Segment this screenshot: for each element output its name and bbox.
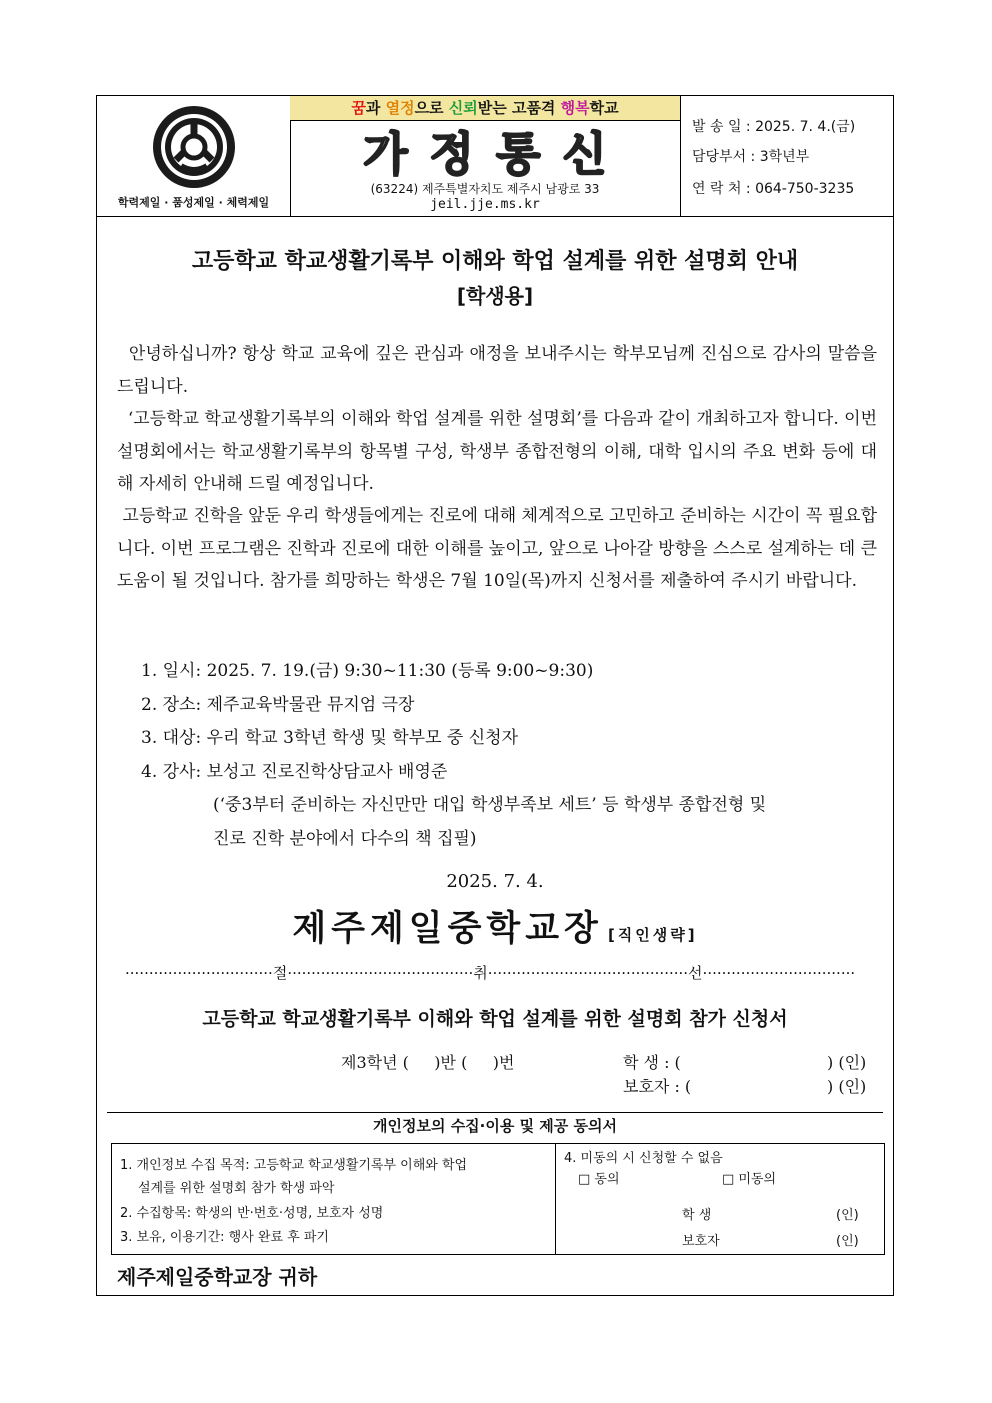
speaker-note-1: (‘중3부터 준비하는 자신만만 대입 학생부족보 세트’ 등 학생부 종합전형 및 xyxy=(213,795,767,815)
letterhead xyxy=(97,96,893,217)
detail-audience: 3. 대상: 우리 학교 3학년 학생 및 학부모 중 신청자 xyxy=(141,728,518,748)
notice-title: 고등학교 학교생활기록부 이해와 학업 설계를 위한 설명회 안내 xyxy=(191,249,799,274)
consent-student-seal[interactable]: (인) xyxy=(836,1208,859,1223)
paragraph-greeting: 안녕하십니까? 항상 학교 교육에 깊은 관심과 애정을 보내주시는 학부모님께 진심으로 감사의 말씀을 드립니다. xyxy=(117,344,877,397)
school-slogan: 꿈과 열정으로 신뢰받는 고품격 행복학교 xyxy=(290,96,680,121)
consent-items: 2. 수집항목: 학생의 반·번호·성명, 보호자 성명 xyxy=(120,1206,384,1221)
paragraph-purpose: ‘고등학교 학교생활기록부의 이해와 학업 설계를 위한 설명회’를 다음과 같이 개최하고자 합니다. 이번 설명회에서는 학교생활기록부의 항목별 구성, 학생부 종합전형의 이해, 대학 입시의 주요 변화 등에 대해 자세히 안내해 드릴 예정입니다. xyxy=(117,409,877,494)
department: 담당부서 : 3학년부 xyxy=(692,149,810,165)
send-info xyxy=(680,96,895,216)
divider xyxy=(107,1112,883,1113)
detail-venue: 2. 장소: 제주교육박물관 뮤지엄 극장 xyxy=(141,694,415,715)
application-title: 고등학교 학교생활기록부 이해와 학업 설계를 위한 설명회 참가 신청서 xyxy=(202,1008,788,1030)
logo-cell xyxy=(97,96,291,216)
principal-name: 제주제일중학교장 xyxy=(292,909,603,949)
agree-checkbox[interactable]: □ 동의 xyxy=(578,1172,620,1187)
event-details xyxy=(141,656,766,857)
consent-title: 개인정보의 수집·이용 및 제공 동의서 xyxy=(373,1117,617,1135)
consent-terms xyxy=(112,1144,556,1254)
consent-table xyxy=(111,1143,885,1255)
notice-subtitle: [학생용] xyxy=(456,284,534,308)
addressee: 제주제일중학교장 귀하 xyxy=(117,1265,318,1289)
student-label: 학 생 : ( xyxy=(623,1053,681,1072)
document-title: 가정통신 xyxy=(363,127,629,181)
principal-signature xyxy=(97,901,893,951)
school-address: (63224) 제주특별자치도 제주시 남광로 33 xyxy=(370,182,600,196)
consent-retention: 3. 보유, 이용기간: 행사 완료 후 파기 xyxy=(120,1230,329,1245)
class-number-field[interactable]: 제3학년 ( )반 ( )번 xyxy=(341,1053,515,1072)
paragraph-request: 고등학교 진학을 앞둔 우리 학생들에게는 진로에 대해 체계적으로 고민하고 준비하는 시간이 꼭 필요합니다. 이번 프로그램은 진학과 진로에 대한 이해를 높이고, 앞으로 나아갈 방향을 스스로 설계하는 데 큰 도움이 될 것입니다. 참가를 희망하는 학생은 7월 10일(목)까지 신청서를 제출하여 주시기 바랍니다. xyxy=(117,506,877,591)
document-frame xyxy=(96,95,894,1296)
seal-note: [직인생략] xyxy=(607,926,698,944)
consent-notice: 4. 미동의 시 신청할 수 없음 xyxy=(564,1151,723,1166)
school-emblem-icon xyxy=(151,104,237,190)
school-website: jeil.jje.ms.kr xyxy=(430,197,540,212)
student-seal[interactable]: ) (인) xyxy=(827,1053,867,1072)
parent-label: 보호자 : ( xyxy=(623,1077,692,1096)
consent-purpose: 1. 개인정보 수집 목적: 고등학교 학교생활기록부 이해와 학업 xyxy=(120,1158,468,1173)
cut-line: ·······························절·······································취··········································선································ xyxy=(125,964,856,982)
consent-student-label: 학 생 xyxy=(682,1208,712,1223)
consent-parent-label: 보호자 xyxy=(682,1234,720,1249)
issue-date: 2025. 7. 4. xyxy=(446,871,544,892)
contact: 연 락 처 : 064-750-3235 xyxy=(692,181,855,197)
consent-purpose-cont: 설계를 위한 설명회 참가 학생 파악 xyxy=(138,1181,335,1196)
detail-datetime: 1. 일시: 2025. 7. 19.(금) 9:30~11:30 (등록 9:00~9:30) xyxy=(141,661,594,681)
detail-speaker: 4. 강사: 보성고 진로진학상담교사 배영준 xyxy=(141,761,448,782)
consent-choice xyxy=(556,1144,884,1254)
parent-seal[interactable]: ) (인) xyxy=(827,1077,867,1096)
speaker-note-2: 진로 진학 분야에서 다수의 책 집필) xyxy=(213,828,477,849)
title-cell xyxy=(290,96,681,216)
send-date: 발 송 일 : 2025. 7. 4.(금) xyxy=(692,119,856,135)
consent-parent-seal[interactable]: (인) xyxy=(836,1234,859,1249)
school-motto: 학력제일 · 품성제일 · 체력제일 xyxy=(117,196,270,209)
disagree-checkbox[interactable]: □ 미동의 xyxy=(722,1172,777,1187)
